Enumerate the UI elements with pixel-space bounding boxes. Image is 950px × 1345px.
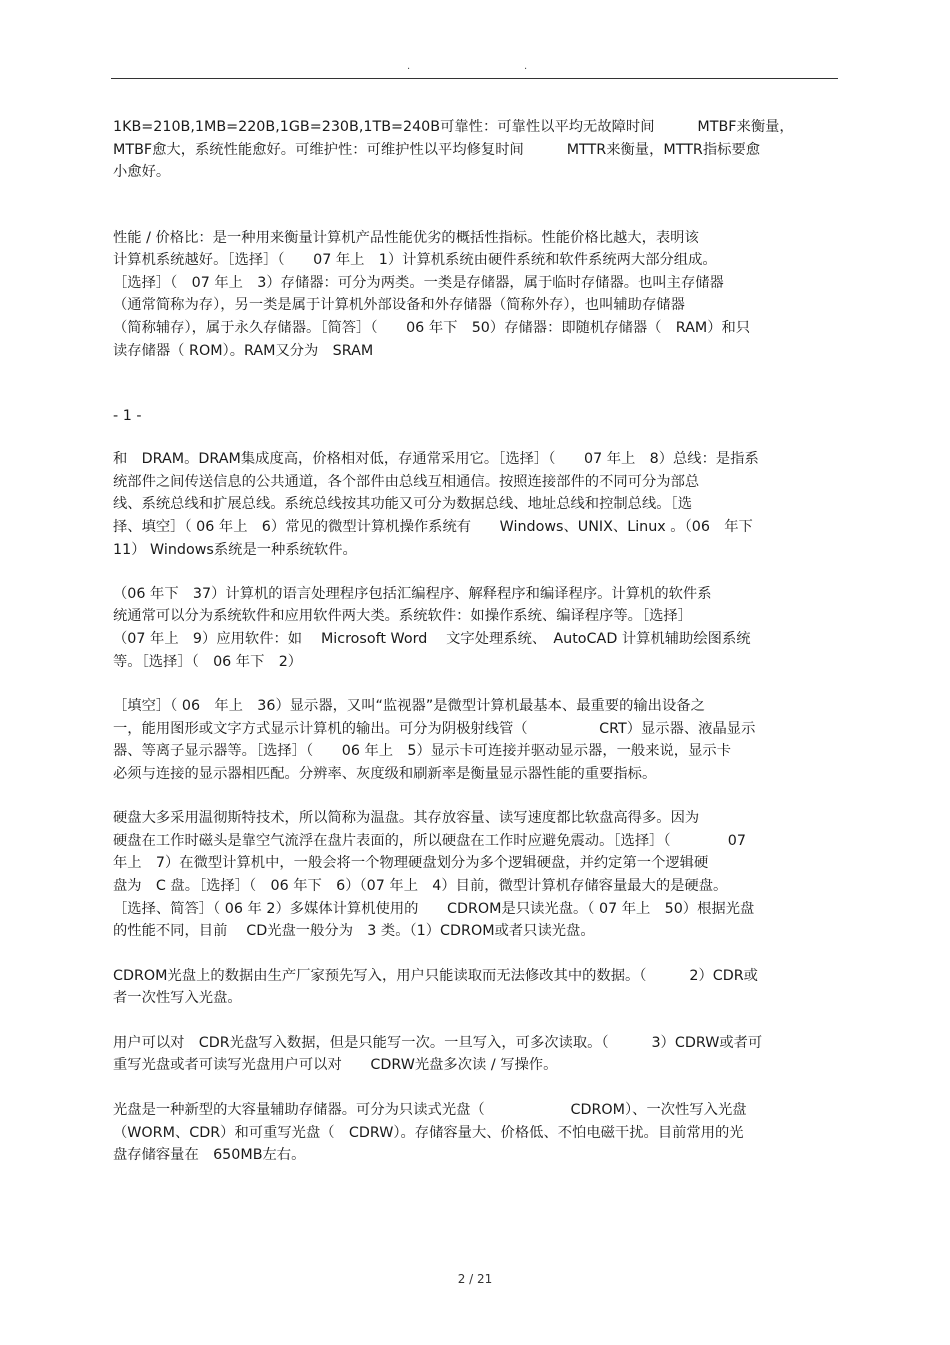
text-line: 必须与连接的显示器相匹配。分辨率、灰度级和刷新率是衡量显示器性能的重要指标。 xyxy=(113,766,657,782)
text-line: 小愈好。 xyxy=(113,164,171,180)
text-line: ［选择］（ 07 年上 3）存储器：可分为两类。一类是存储器，属于临时存储器。也叫主存储器 xyxy=(113,275,724,291)
text-line: 和 DRAM。DRAM集成度高，价格相对低，存通常采用它。［选择］（ 07 年上 8）总线：是指系 xyxy=(113,451,759,467)
text-line: CDROM光盘上的数据由生产厂家预先写入，用户只能读取而无法修改其中的数据。（ 2）CDR或 xyxy=(113,968,758,984)
header-rule xyxy=(111,78,838,79)
text-line: MTBF愈大，系统性能愈好。可维护性：可维护性以平均修复时间 MTTR来衡量，MTTR指标要愈 xyxy=(113,142,761,158)
text-line: ［选择、简答］（ 06 年 2）多媒体计算机使用的 CDROM是只读光盘。（ 07 年上 50）根据光盘 xyxy=(113,901,755,917)
text-line: 器、等离子显示器等。［选择］（ 06 年上 5）显示卡可连接并驱动显示器，一般来说，显示卡 xyxy=(113,743,731,759)
text-line: 年上 7）在微型计算机中，一般会将一个物理硬盘划分为多个逻辑硬盘，并约定第一个逻辑硬 xyxy=(113,855,709,871)
text-line: 1KB=210B,1MB=220B,1GB=230B,1TB=240B可靠性：可靠性以平均无故障时间 MTBF来衡量， xyxy=(113,119,794,135)
text-line: 择、填空］（ 06 年上 6）常见的微型计算机操作系统有 Windows、UNIX、Linux 。（06 年下 xyxy=(113,519,753,535)
text-line: 光盘是一种新型的大容量辅助存储器。可分为只读式光盘（ CDROM）、一次性写入光盘 xyxy=(113,1102,747,1118)
text-line: 用户可以对 CDR光盘写入数据，但是只能写一次。一旦写入，可多次读取。（ 3）CDRW或者可 xyxy=(113,1035,763,1051)
text-line: 盘存储容量在 650MB左右。 xyxy=(113,1147,306,1163)
text-line: 一，能用图形或文字方式显示计算机的输出。可分为阴极射线管（ CRT）显示器、液晶显示 xyxy=(113,721,756,737)
header-dot: . xyxy=(524,61,528,72)
text-line: 统通常可以分为系统软件和应用软件两大类。系统软件：如操作系统、编译程序等。［选择］ xyxy=(113,608,693,624)
text-line: （简称辅存），属于永久存储器。［简答］（ 06 年下 50）存储器：即随机存储器（ RAM）和只 xyxy=(113,320,751,336)
text-line: 性能 / 价格比：是一种用来衡量计算机产品性能优劣的概括性指标。性能价格比越大，表明该 xyxy=(113,230,699,246)
text-line: 计算机系统越好。［选择］（ 07 年上 1）计算机系统由硬件系统和软件系统两大部分组成。 xyxy=(113,252,717,268)
text-line: 盘为 C 盘。［选择］（ 06 年下 6）（07 年上 4）目前，微型计算机存储容量最大的是硬盘。 xyxy=(113,878,728,894)
page-marker: - 1 - xyxy=(113,408,142,424)
page-number: 2 / 21 xyxy=(457,1272,493,1286)
text-line: 硬盘在工作时磁头是靠空气流浮在盘片表面的，所以硬盘在工作时应避免震动。［选择］（ 07 xyxy=(113,833,746,849)
text-line: （通常简称为存），另一类是属于计算机外部设备和外存储器（简称外存），也叫辅助存储器 xyxy=(113,297,685,313)
text-line: 线、系统总线和扩展总线。系统总线按其功能又可分为数据总线、地址总线和控制总线。［选 xyxy=(113,496,693,512)
text-line: （WORM、CDR）和可重写光盘（ CDRW）。存储容量大、价格低、不怕电磁干扰。目前常用的光 xyxy=(113,1125,744,1141)
text-line: （07 年上 9）应用软件：如 Microsoft Word 文字处理系统、 AutoCAD 计算机辅助绘图系统 xyxy=(113,631,751,647)
text-line: 读存储器（ ROM）。RAM又分为 SRAM xyxy=(113,343,374,359)
text-line: 重写光盘或者可读写光盘用户可以对 CDRW光盘多次读 / 写操作。 xyxy=(113,1057,558,1073)
text-line: 11） Windows系统是一种系统软件。 xyxy=(113,542,357,558)
text-line: （06 年下 37）计算机的语言处理程序包括汇编程序、解释程序和编译程序。计算机的软件系 xyxy=(113,586,712,602)
text-line: ［填空］（ 06 年上 36）显示器，又叫“监视器”是微型计算机最基本、最重要的输出设备之 xyxy=(113,698,705,714)
text-line: 统部件之间传送信息的公共通道，各个部件由总线互相通信。按照连接部件的不同可分为部总 xyxy=(113,474,700,490)
text-line: 硬盘大多采用温彻斯特技术，所以简称为温盘。其存放容量、读写速度都比软盘高得多。因为 xyxy=(113,810,700,826)
text-line: 者一次性写入光盘。 xyxy=(113,990,242,1006)
header-dot: . xyxy=(407,61,411,72)
text-line: 等。［选择］（ 06 年下 2） xyxy=(113,654,303,670)
text-line: 的性能不同，目前 CD光盘一般分为 3 类。（1）CDROM或者只读光盘。 xyxy=(113,923,595,939)
header-marks xyxy=(0,62,950,76)
